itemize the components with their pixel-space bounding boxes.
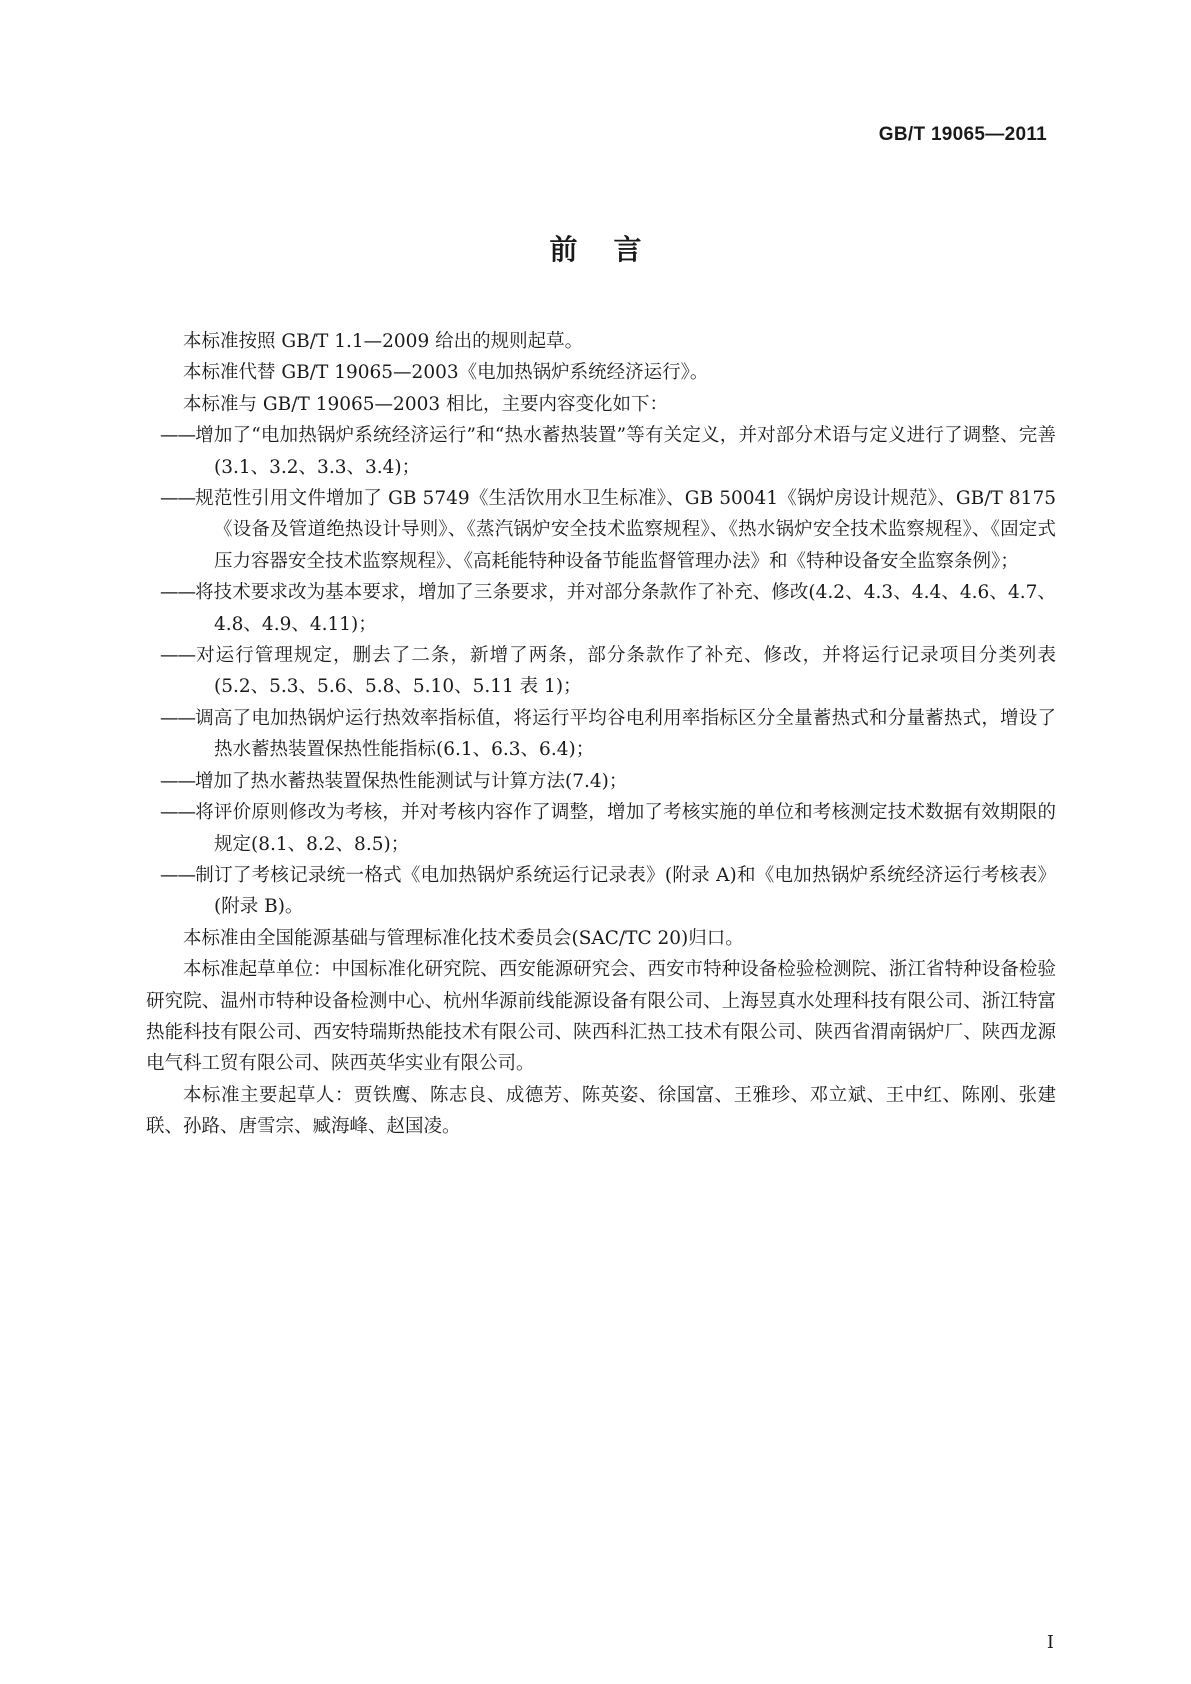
list-item: [146, 766, 1056, 797]
list-item-text: 对运行管理规定，删去了二条，新增了两条，部分条款作了补充、修改，并将运行记录项目分类列表(5.2、5.3、5.6、5.8、5.10、5.11 表 1)；: [195, 645, 1056, 698]
dash-marker: ——: [160, 488, 195, 510]
page-title: 前言: [549, 233, 678, 266]
dash-marker: ——: [160, 707, 195, 729]
dash-marker: ——: [160, 425, 195, 447]
intro-paragraph: 本标准代替 GB/T 19065—2003《电加热锅炉系统经济运行》。: [183, 362, 709, 384]
dash-marker: ——: [160, 582, 195, 604]
foreword-body: [146, 326, 1056, 1143]
list-item: [146, 483, 1056, 577]
change-list: [146, 420, 1056, 923]
list-item: [146, 703, 1056, 766]
list-item-text: 制订了考核记录统一格式《电加热锅炉系统运行记录表》(附录 A)和《电加热锅炉系统经济运行考核表》(附录 B)。: [195, 864, 1056, 918]
dash-marker: ——: [160, 770, 195, 792]
list-item-text: 增加了“电加热锅炉系统经济运行”和“热水蓄热装置”等有关定义，并对部分术语与定义进行了调整、完善(3.1、3.2、3.3、3.4)；: [195, 425, 1056, 478]
dash-marker: ——: [160, 864, 195, 886]
drafters-paragraph: 本标准主要起草人：贾铁鹰、陈志良、成德芳、陈英姿、徐国富、王雅珍、邓立斌、王中红、陈刚、张建联、孙路、唐雪宗、臧海峰、赵国凌。: [146, 1084, 1056, 1138]
dash-marker: ——: [160, 645, 195, 667]
list-item: [146, 420, 1056, 483]
dash-marker: ——: [160, 802, 195, 824]
standard-number: GB/T 19065—2011: [878, 124, 1047, 145]
list-item: [146, 797, 1056, 860]
closing-paragraph: 本标准由全国能源基础与管理标准化技术委员会(SAC/TC 20)归口。: [183, 927, 744, 949]
list-item-text: 调高了电加热锅炉运行热效率指标值，将运行平均谷电利用率指标区分全量蓄热式和分量蓄热式，增设了热水蓄热装置保热性能指标(6.1、6.3、6.4)；: [195, 707, 1056, 761]
list-item-text: 规范性引用文件增加了 GB 5749《生活饮用水卫生标准》、GB 50041《锅炉房设计规范》、GB/T 8175《设备及管道绝热设计导则》、《蒸汽锅炉安全技术监察规程》、《热水锅炉安全技术监察规程》、《固定式压力容器安全技术监察规程》、《高耗能特种设备节能监督管理办法》和《特种设备安全监察条例》；: [195, 488, 1056, 572]
drafting-units-paragraph: 本标准起草单位：中国标准化研究院、西安能源研究会、西安市特种设备检验检测院、浙江省特种设备检验研究院、温州市特种设备检测中心、杭州华源前线能源设备有限公司、上海昱真水处理科技有限公司、浙江特富热能科技有限公司、西安特瑞斯热能技术有限公司、陕西科汇热工技术有限公司、陕西省渭南锅炉厂、陕西龙源电气科工贸有限公司、陕西英华实业有限公司。: [146, 959, 1056, 1075]
list-item-text: 增加了热水蓄热装置保热性能测试与计算方法(7.4)；: [195, 770, 628, 792]
list-item: [146, 860, 1056, 923]
list-item-text: 将技术要求改为基本要求，增加了三条要求，并对部分条款作了补充、修改(4.2、4.3、4.4、4.6、4.7、4.8、4.9、4.11)；: [195, 582, 1056, 635]
list-item-text: 将评价原则修改为考核，并对考核内容作了调整，增加了考核实施的单位和考核测定技术数据有效期限的规定(8.1、8.2、8.5)；: [195, 802, 1056, 855]
intro-paragraph: 本标准按照 GB/T 1.1—2009 给出的规则起草。: [183, 331, 584, 352]
list-item: [146, 577, 1056, 640]
intro-paragraph: 本标准与 GB/T 19065—2003 相比，主要内容变化如下：: [183, 393, 669, 415]
list-item: [146, 640, 1056, 703]
page-number: I: [1046, 1632, 1054, 1653]
